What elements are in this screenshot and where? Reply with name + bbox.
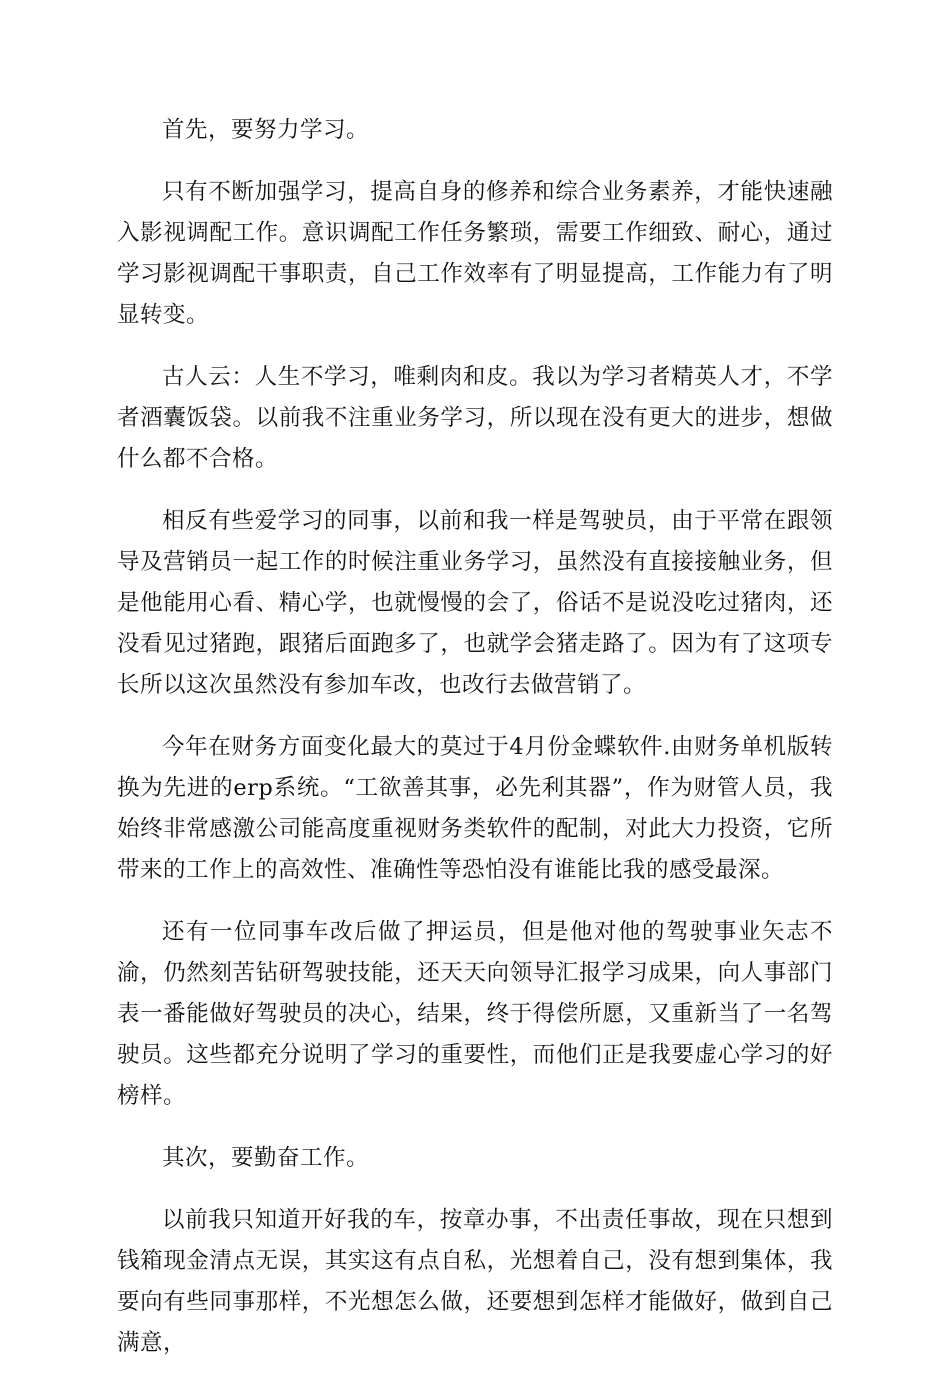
document-body <box>117 110 833 1385</box>
paragraph-learning: 只有不断加强学习，提高自身的修养和综合业务素养，才能快速融入影视调配工作。意识调配工作任务繁琐，需要工作细致、耐心，通过学习影视调配干事职责，自己工作效率有了明显提高，工作能力有了明显转变。 <box>117 179 833 328</box>
paragraph-heading-study: 首先，要努力学习。 <box>162 117 370 143</box>
paragraph-diligent-work: 以前我只知道开好我的车，按章办事，不出责任事故，现在只想到钱箱现金清点无误，其实这有点自私，光想着自己，没有想到集体，我要向有些同事那样，不光想怎么做，还要想到怎样才能做好，做到自己满意， <box>117 1207 833 1356</box>
paragraph-ancient-saying: 古人云：人生不学习，唯剩肉和皮。我以为学习者精英人才，不学者酒囊饭袋。以前我不注重业务学习，所以现在没有更大的进步，想做什么都不合格。 <box>117 364 833 472</box>
paragraph-finance-software: 今年在财务方面变化最大的莫过于4月份金蝶软件.由财务单机版转换为先进的erp系统。“工欲善其事，必先利其器”，作为财管人员，我始终非常感激公司能高度重视财务类软件的配制，对此大力投资，它所带来的工作上的高效性、准确性等恐怕没有谁能比我的感受最深。 <box>117 734 833 883</box>
paragraph-colleague-driver: 还有一位同事车改后做了押运员，但是他对他的驾驶事业矢志不渝，仍然刻苦钻研驾驶技能，还天天向领导汇报学习成果，向人事部门表一番能做好驾驶员的决心，结果，终于得偿所愿，又重新当了一名驾驶员。这些都充分说明了学习的重要性，而他们正是我要虚心学习的好榜样。 <box>117 919 833 1109</box>
paragraph-heading-work: 其次，要勤奋工作。 <box>162 1145 370 1171</box>
paragraph-colleague-marketing: 相反有些爱学习的同事，以前和我一样是驾驶员，由于平常在跟领导及营销员一起工作的时候注重业务学习，虽然没有直接接触业务，但是他能用心看、精心学，也就慢慢的会了，俗话不是说没吃过猪肉，还没看见过猪跑，跟猪后面跑多了，也就学会猪走路了。因为有了这项专长所以这次虽然没有参加车改，也改行去做营销了。 <box>117 508 833 698</box>
